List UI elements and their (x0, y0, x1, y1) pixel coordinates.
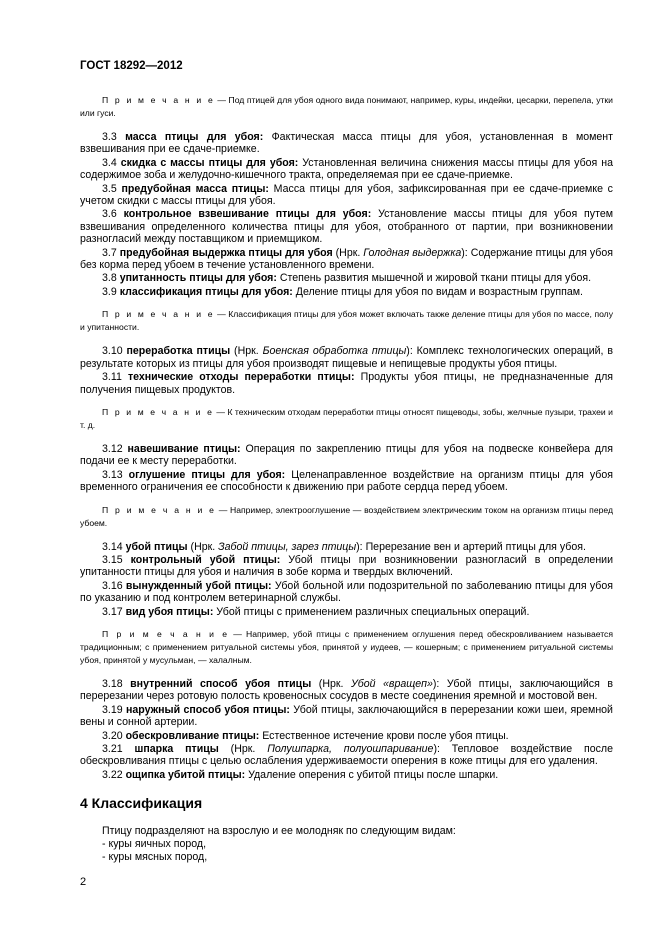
list-item: - куры мясных пород, (102, 851, 208, 864)
note-text: — Классификация птицы для убоя может включать также деление птицы для убоя по массе, полу и упитанности. (80, 309, 613, 333)
term-3-15: 3.15 контрольный убой птицы: Убой птицы при возникновении разногласий в определении упитанности птицы для убоя и наличия в зобе корма и твердых включений. (80, 553, 614, 579)
note-1 (80, 94, 613, 120)
page-number: 2 (80, 876, 87, 888)
note-text: — Например, убой птицы с применением оглушения перед обескровливанием называется традиционным; с применением ритуальной системы убоя, принятой у иудеев, — кошерным; с применением ритуальной системы убоя, принятой у мусульман, — халалным. (80, 628, 614, 665)
note-label: П р и м е ч а н и е (102, 95, 215, 105)
term-3-10: 3.10 переработка птицы (Нрк. Боенская обработка птицы): Комплекс технологических операций, в результате которых из птицы для убоя производят пищевые и непищевые продукты убоя птицы. (80, 345, 613, 370)
term-3-8: 3.8 упитанность птицы для убоя: Степень развития мышечной и жировой ткани птицы для убоя. (102, 272, 592, 285)
note-2 (80, 308, 613, 334)
term-3-11: 3.11 технические отходы переработки птицы: Продукты убоя птицы, не предназначенные для получения пищевых продуктов. (80, 371, 614, 396)
note-5 (80, 628, 613, 667)
term-3-14: 3.14 убой птицы (Нрк. Забой птицы, зарез птицы): Перерезание вен и артерий птицы для убоя. (102, 540, 586, 553)
term-3-17: 3.17 вид убоя птицы: Убой птицы с применением различных специальных операций. (102, 605, 530, 618)
note-text: — Например, электрооглушение — воздействием электрическим током на организм птицы перед убоем. (80, 504, 613, 528)
note-text: — Под птицей для убоя одного вида понимают, например, куры, индейки, цесарки, перепела, утки или гуси. (80, 95, 613, 118)
term-3-19: 3.19 наружный способ убоя птицы: Убой птицы, заключающийся в перерезании кожи шеи, яремной вены и сонной артерии. (80, 703, 613, 729)
note-label: П р и м е ч а н и е (102, 309, 215, 320)
term-3-13: 3.13 оглушение птицы для убоя: Целенаправленное воздействие на организм птицы для убоя временного ограничения ее способности к движению при работе сердца перед убоем. (80, 468, 613, 494)
term-3-22: 3.22 ощипка убитой птицы: Удаление оперения с убитой птицы после шпарки. (102, 768, 499, 781)
document-header: ГОСТ 18292—2012 (80, 60, 183, 72)
term-3-20: 3.20 обескровливание птицы: Естественное истечение крови после убоя птицы. (102, 729, 509, 742)
note-text: — К техническим отходам переработки птицы относят пищеводы, зобы, желчные пузыри, трахеи и т. д. (80, 406, 613, 430)
term-3-9: 3.9 классификация птицы для убоя: Деление птицы для убоя по видам и возрастным группам. (102, 285, 583, 298)
term-3-21: 3.21 шпарка птицы (Нрк. Полушпарка, полуошпаривание): Тепловое воздействие после обескровливания птицы с целью ослабления удерживаемости оперения в коже птицы для его удаления. (80, 743, 613, 768)
section-4-intro: Птицу подразделяют на взрослую и ее молодняк по следующим видам: (102, 825, 456, 838)
term-3-7: 3.7 предубойная выдержка птицы для убоя (Нрк. Голодная выдержка): Содержание птицы для убоя без корма перед убоем в течение установленного времени. (80, 246, 613, 272)
term-3-4: 3.4 скидка с массы птицы для убоя: Установленная величина снижения массы птицы для убоя на содержимое зоба и желудочно-кишечного тракта, определяемая при ее сдаче-приемке. (80, 156, 613, 182)
note-label: П р и м е ч а н и е (102, 504, 217, 515)
term-3-16: 3.16 вынужденный убой птицы: Убой больной или подозрительной по заболеванию птицы для убоя по указанию и под контролем ветеринарной службы. (80, 579, 613, 605)
note-label: П р и м е ч а н и е (102, 628, 230, 639)
list-item: - куры яичных пород, (102, 838, 207, 851)
term-3-3: 3.3 масса птицы для убоя: Фактическая масса птицы для убоя, установленная в момент взвешивания при ее сдаче-приемке. (80, 131, 613, 156)
note-3 (80, 406, 613, 432)
note-label: П р и м е ч а н и е (102, 406, 214, 417)
term-3-18: 3.18 внутренний способ убоя птицы (Нрк. Убой «вращеп»): Убой птицы, заключающийся в перерезании через ротовую полость кровеносных сосудов в месте соединения яремной и мостовой вен. (80, 677, 613, 703)
section-4-title: 4 Классификация (80, 795, 203, 812)
note-4 (80, 504, 613, 530)
term-3-12: 3.12 навешивание птицы: Операция по закреплению птицы для убоя на подвеске конвейера для подачи ее к месту переработки. (80, 442, 613, 468)
term-3-6: 3.6 контрольное взвешивание птицы для убоя: Установление массы птицы для убоя путем взвешивания определенного количества птицы для убоя, отобранного от партии, при возникновении разногласий между поставщиком и приемщиком. (80, 208, 613, 246)
term-3-5: 3.5 предубойная масса птицы: Масса птицы для убоя, зафиксированная при ее сдаче-приемке с учетом скидки с массы птицы для убоя. (80, 182, 613, 208)
